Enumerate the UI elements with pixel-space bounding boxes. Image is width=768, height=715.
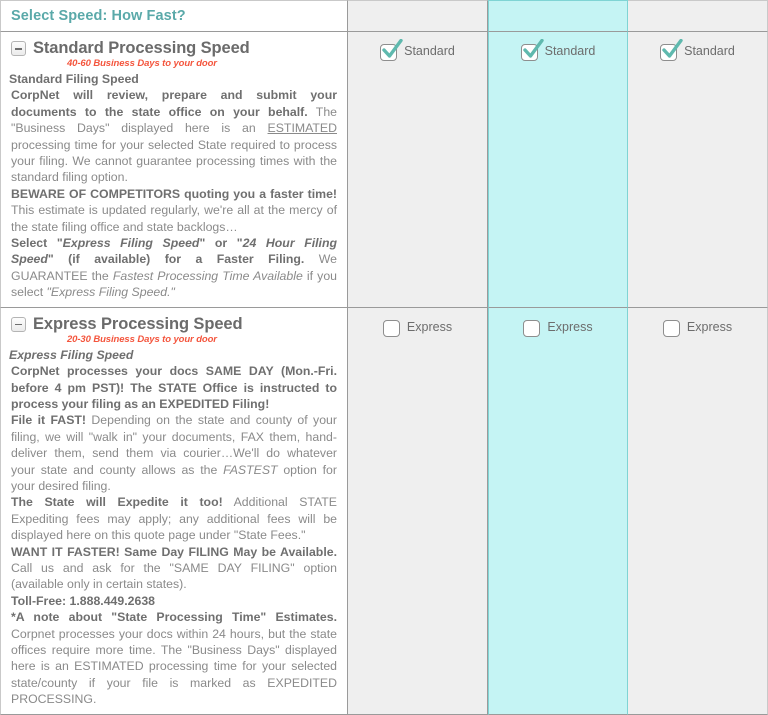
paragraph: Select "Express Filing Speed" or "24 Hour Filing Speed" (if available) for a Faster Filing. We GUARANTEE the Fastest Processing Time Available if you select "Express Filing Speed." — [11, 236, 338, 300]
page-title-cell — [0, 0, 348, 32]
standard-body-text — [9, 87, 339, 300]
standard-description-cell — [0, 32, 348, 308]
paragraph: File it FAST! Depending on the state and county of your filing, we will "walk in" your documents, FAX them, hand-deliver them, send them via courier…We'll do whatever your state and county allows as the FASTEST option for your desired filing. — [11, 413, 337, 493]
express-body-text — [9, 363, 339, 708]
paragraph: WANT IT FASTER! Same Day FILING May be Available. Call us and ask for the "SAME DAY FILING" option (available only in certain states). — [11, 544, 337, 592]
standard-option-cell-3[interactable] — [628, 32, 768, 308]
express-option-label-2: Express — [547, 319, 593, 334]
standard-checkbox-1[interactable] — [380, 44, 397, 61]
header-option-col-3 — [628, 0, 768, 32]
header-option-col-2 — [488, 0, 628, 32]
standard-lead: Standard Filing Speed — [9, 72, 139, 86]
row-standard — [0, 32, 768, 308]
standard-option-label-2: Standard — [544, 44, 596, 58]
page-title: Select Speed: How Fast? — [11, 8, 186, 24]
paragraph: BEWARE OF COMPETITORS quoting you a faster time! This estimate is updated regularly, we're all at the mercy of the state filing office and state backlogs… — [11, 186, 337, 234]
standard-option-cell-1[interactable] — [348, 32, 488, 308]
express-section-title: Express Processing Speed — [33, 314, 243, 333]
minus-icon[interactable] — [11, 41, 26, 56]
paragraph: CorpNet processes your docs SAME DAY (Mon.-Fri. before 4 pm PST)! The STATE Office is instructed to process your filing as an EXPEDITED Filing! — [11, 364, 337, 411]
table-header-row — [0, 0, 768, 32]
check-icon — [660, 39, 684, 61]
express-section-header — [9, 314, 339, 334]
express-option-cell-1[interactable] — [348, 308, 488, 715]
check-icon — [380, 39, 404, 61]
paragraph: CorpNet will review, prepare and submit your documents to the state office on your behalf. The "Business Days" displayed here is an ESTIMATED processing time for your selected State required to process your filing. We cannot guarantee processing times with the standard filing option. — [11, 88, 337, 185]
express-subtitle: 20-30 Business Days to your door — [67, 333, 217, 345]
header-option-col-1 — [348, 0, 488, 32]
standard-checkbox-3[interactable] — [660, 44, 677, 61]
paragraph: The State will Expedite it too! Additional STATE Expediting fees may apply; any additional fees will be displayed here on this quote page under "State Fees." — [11, 495, 338, 543]
paragraph: *A note about "State Processing Time" Estimates. Corpnet processes your docs within 24 hours, but the state offices require more time. The "Business Days" displayed here is an ESTIMATED processing time for your selected state/county if your file is marked as EXPEDITED PROCESSING. — [11, 610, 337, 707]
standard-section-title: Standard Processing Speed — [33, 39, 250, 57]
express-checkbox-2[interactable] — [523, 320, 540, 337]
express-option-cell-3[interactable] — [628, 308, 768, 715]
minus-icon[interactable] — [11, 317, 26, 332]
standard-checkbox-2[interactable] — [521, 44, 538, 61]
standard-option-label-1: Standard — [404, 44, 455, 58]
standard-option-cell-2[interactable] — [488, 32, 628, 308]
express-description-cell — [0, 308, 348, 715]
row-express — [0, 308, 768, 715]
express-option-label-3: Express — [686, 319, 733, 334]
standard-section-header — [9, 38, 339, 58]
check-icon — [521, 39, 545, 61]
express-checkbox-3[interactable] — [663, 320, 680, 337]
paragraph: Toll-Free: 1.888.449.2638 — [11, 593, 156, 608]
express-lead: Express Filing Speed — [9, 347, 134, 362]
standard-subtitle: 40-60 Business Days to your door — [67, 58, 217, 69]
express-option-label-1: Express — [406, 319, 453, 334]
express-option-cell-2[interactable] — [488, 308, 628, 715]
express-checkbox-1[interactable] — [383, 320, 400, 337]
standard-option-label-3: Standard — [684, 44, 735, 58]
